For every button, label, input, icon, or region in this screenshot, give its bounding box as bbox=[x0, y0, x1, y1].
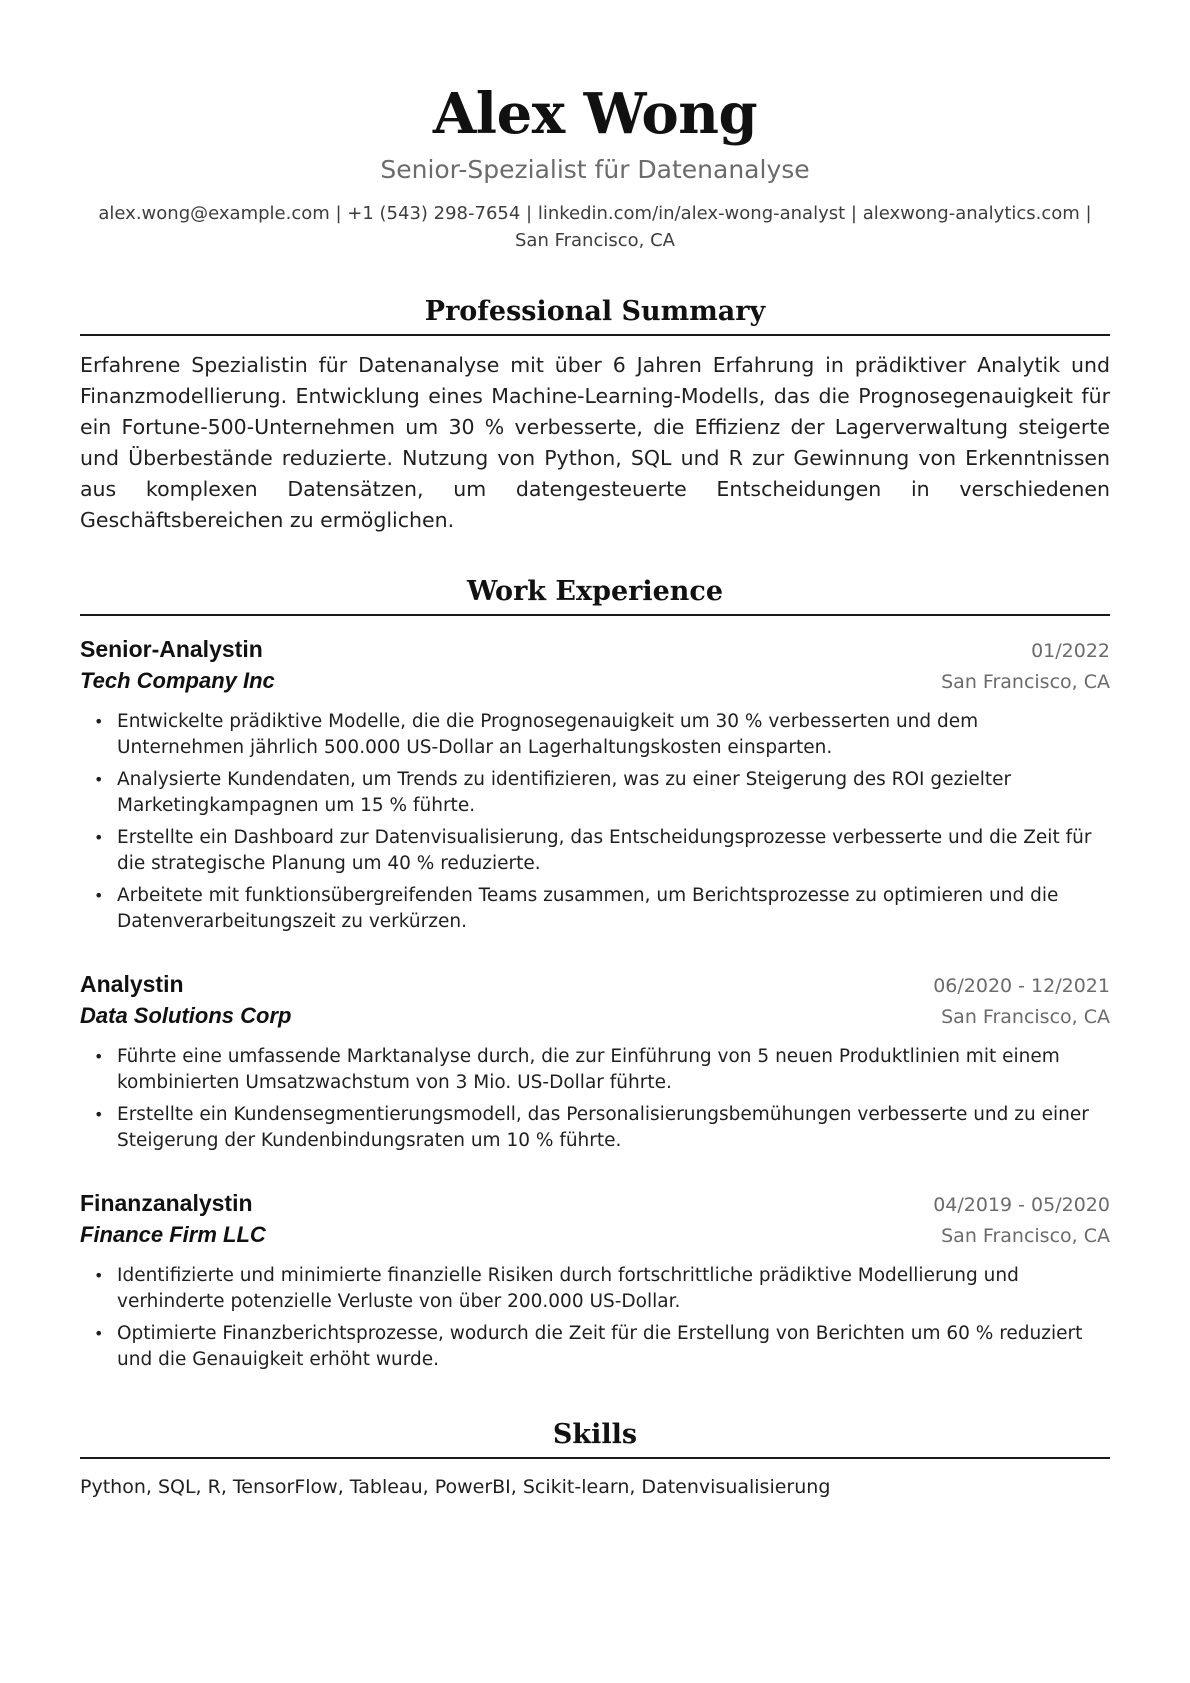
bullet-item bbox=[80, 709, 1110, 761]
bullet-item bbox=[80, 883, 1110, 935]
bullet-item bbox=[80, 1044, 1110, 1096]
skills-heading: Skills bbox=[80, 1417, 1110, 1459]
summary-heading: Professional Summary bbox=[80, 294, 1110, 336]
experience-heading: Work Experience bbox=[80, 574, 1110, 616]
job-location: San Francisco, CA bbox=[941, 1225, 1110, 1247]
job-location: San Francisco, CA bbox=[941, 671, 1110, 693]
bullet-text: Entwickelte prädiktive Modelle, die die Prognosegenauigkeit um 30 % verbesserten und dem Unternehmen jährlich 500.000 US-Dollar an Lagerhaltungskosten einsparten. bbox=[117, 711, 979, 758]
job-entry bbox=[80, 1188, 1110, 1373]
bullet-icon: • bbox=[94, 1105, 104, 1124]
skills-text: Python, SQL, R, TensorFlow, Tableau, PowerBI, Scikit-learn, Datenvisualisierung bbox=[80, 1476, 831, 1498]
job-bullets bbox=[80, 1263, 1110, 1373]
candidate-name: Alex Wong bbox=[432, 81, 758, 147]
job-company: Data Solutions Corp bbox=[80, 1003, 292, 1028]
bullet-icon: • bbox=[94, 886, 104, 905]
bullet-text: Erstellte ein Dashboard zur Datenvisualisierung, das Entscheidungsprozesse verbesserte und die Zeit für die strategische Planung um 40 % reduzierte. bbox=[117, 827, 1092, 874]
job-date: 06/2020 - 12/2021 bbox=[933, 975, 1110, 997]
bullet-text: Analysierte Kundendaten, um Trends zu identifizieren, was zu einer Steigerung des ROI gezielter Marketingkampagnen um 15 % führte. bbox=[117, 769, 1012, 816]
candidate-role: Senior-Spezialist für Datenanalyse bbox=[380, 155, 810, 184]
bullet-item bbox=[80, 1321, 1110, 1373]
job-bullets bbox=[80, 709, 1110, 935]
contact-info bbox=[80, 200, 1110, 254]
bullet-text: Arbeitete mit funktionsübergreifenden Teams zusammen, um Berichtsprozesse zu optimieren und die Datenverarbeitungszeit zu verkürzen. bbox=[117, 885, 1059, 932]
job-company: Finance Firm LLC bbox=[80, 1222, 266, 1247]
bullet-icon: • bbox=[94, 770, 104, 789]
job-location: San Francisco, CA bbox=[941, 1006, 1110, 1028]
bullet-text: Optimierte Finanzberichtsprozesse, wodurch die Zeit für die Erstellung von Berichten um 60 % reduziert und die Genauigkeit erhöht wurde. bbox=[117, 1323, 1083, 1370]
bullet-icon: • bbox=[94, 1266, 104, 1285]
job-entry bbox=[80, 969, 1110, 1154]
job-title: Analystin bbox=[80, 971, 184, 997]
summary-text: Erfahrene Spezialistin für Datenanalyse mit über 6 Jahren Erfahrung in prädiktiver Analytik und Finanzmodellierung. Entwicklung eines Machine-Learning-Modells, das die Prognosegenauigkeit für ein Fortune-500-Unternehmen um 30 % verbesserte, die Effizienz der Lagerverwaltung steigerte und Überbestände reduzierte. Nutzung von Python, SQL und R zur Gewinnung von Erkenntnissen aus komplexen Datensätzen, um datengesteuerte Entscheidungen in verschiedenen Geschäftsbereichen zu ermöglichen. bbox=[80, 353, 1110, 532]
bullet-text: Erstellte ein Kundensegmentierungsmodell, das Personalisierungsbemühungen verbesserte und zu einer Steigerung der Kundenbindungsraten um 10 % führte. bbox=[117, 1104, 1089, 1151]
job-date: 01/2022 bbox=[1031, 640, 1110, 662]
bullet-item bbox=[80, 1263, 1110, 1315]
bullet-icon: • bbox=[94, 1047, 104, 1066]
job-title: Senior-Analystin bbox=[80, 636, 263, 662]
job-entry bbox=[80, 634, 1110, 935]
bullet-text: Identifizierte und minimierte finanzielle Risiken durch fortschrittliche prädiktive Modellierung und verhinderte potenzielle Verluste von über 200.000 US-Dollar. bbox=[117, 1265, 1019, 1312]
bullet-item bbox=[80, 767, 1110, 819]
summary-section bbox=[80, 294, 1110, 536]
bullet-item bbox=[80, 825, 1110, 877]
contact-line: alex.wong@example.com | +1 (543) 298-7654 | linkedin.com/in/alex-wong-analyst | alexwong-analytics.com | bbox=[98, 203, 1092, 224]
bullet-icon: • bbox=[94, 712, 104, 731]
bullet-text: Führte eine umfassende Marktanalyse durch, die zur Einführung von 5 neuen Produktlinien mit einem kombinierten Umsatzwachstum von 3 Mio. US-Dollar führte. bbox=[117, 1046, 1060, 1093]
resume-header bbox=[80, 82, 1110, 254]
bullet-icon: • bbox=[94, 828, 104, 847]
bullet-icon: • bbox=[94, 1324, 104, 1343]
job-title: Finanzanalystin bbox=[80, 1190, 253, 1216]
job-company: Tech Company Inc bbox=[80, 668, 275, 693]
job-date: 04/2019 - 05/2020 bbox=[933, 1194, 1110, 1216]
contact-location: San Francisco, CA bbox=[515, 230, 675, 251]
bullet-item bbox=[80, 1102, 1110, 1154]
experience-section bbox=[80, 574, 1110, 1373]
job-bullets bbox=[80, 1044, 1110, 1154]
skills-section bbox=[80, 1417, 1110, 1501]
